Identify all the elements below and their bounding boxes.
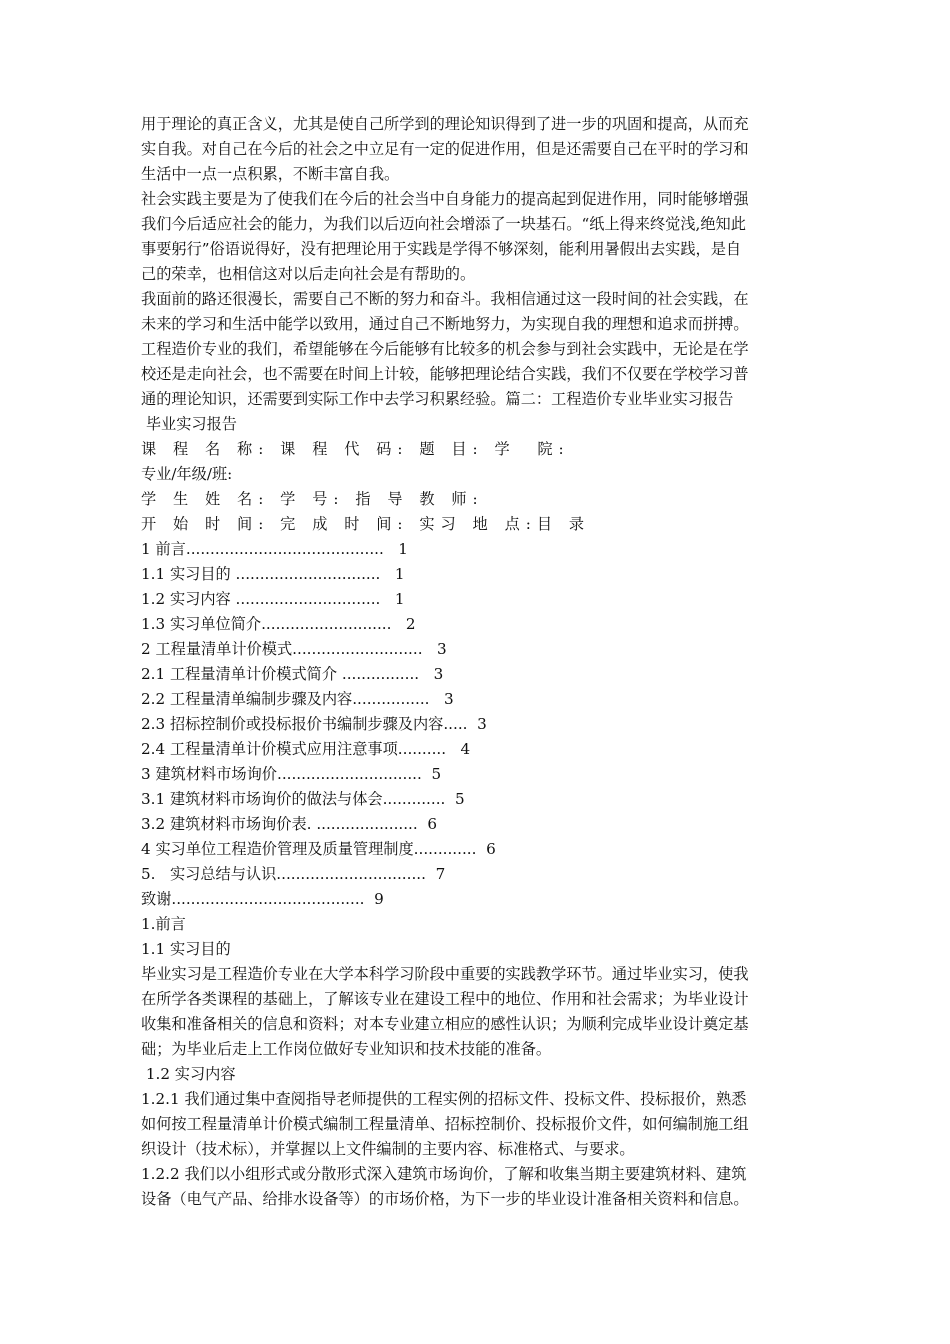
- toc-entry: 5. 实习总结与认识............................... 7: [141, 865, 446, 883]
- toc-entry: 致谢........................................ 9: [141, 890, 384, 908]
- text-line: 事要躬行”俗语说得好，没有把理论用于实践是学得不够深刻，能利用暑假出去实践，是自: [141, 240, 742, 258]
- form-field-line: 课 程 名 称: 课 程 代 码: 题 目: 学 院:: [141, 440, 570, 458]
- text-line: 收集和准备相关的信息和资料；对本专业建立相应的感性认识；为顺利完成毕业设计奠定基: [141, 1015, 749, 1033]
- toc-entry: 2.1 工程量清单计价模式简介 ................ 3: [141, 665, 444, 683]
- report-title: 毕业实习报告: [141, 415, 237, 433]
- text-line: 我面前的路还很漫长，需要自己不断的努力和奋斗。我相信通过这一段时间的社会实践，在: [141, 290, 749, 308]
- text-line: 础；为毕业后走上工作岗位做好专业知识和技术技能的准备。: [141, 1040, 552, 1058]
- text-line: 工程造价专业的我们，希望能够在今后能够有比较多的机会参与到社会实践中，无论是在学: [141, 340, 749, 358]
- text-line: 用于理论的真正含义，尤其是使自己所学到的理论知识得到了进一步的巩固和提高，从而充: [141, 115, 749, 133]
- document-page: [141, 112, 817, 1212]
- text-line: 实自我。对自己在今后的社会之中立足有一定的促进作用，但是还需要自己在平时的学习和: [141, 140, 749, 158]
- toc-entry: 3.2 建筑材料市场询价表. ..................... 6: [141, 815, 438, 833]
- toc-entry: 4 实习单位工程造价管理及质量管理制度............. 6: [141, 840, 496, 858]
- text-line: 在所学各类课程的基础上，了解该专业在建设工程中的地位、作用和社会需求；为毕业设计: [141, 990, 749, 1008]
- text-line: 1.2.1 我们通过集中查阅指导老师提供的工程实例的招标文件、投标文件、投标报价，熟悉: [141, 1090, 747, 1108]
- toc-entry: 2.2 工程量清单编制步骤及内容................ 3: [141, 690, 454, 708]
- text-line: 毕业实习是工程造价专业在大学本科学习阶段中重要的实践教学环节。通过毕业实习，使我: [141, 965, 749, 983]
- text-line: 生活中一点一点积累，不断丰富自我。: [141, 165, 400, 183]
- toc-entry: 1.1 实习目的 .............................. 1: [141, 565, 405, 583]
- text-line: 通的理论知识，还需要到实际工作中去学习积累经验。篇二：工程造价专业毕业实习报告: [141, 390, 734, 408]
- toc-entry: 1.2 实习内容 .............................. 1: [141, 590, 405, 608]
- text-line: 己的荣幸，也相信这对以后走向社会是有帮助的。: [141, 265, 476, 283]
- text-line: 校还是走向社会，也不需要在时间上计较，能够把理论结合实践，我们不仅要在学校学习普: [141, 365, 749, 383]
- form-field-line: 学 生 姓 名: 学 号: 指 导 教 师:: [141, 490, 484, 508]
- text-line: 我们今后适应社会的能力，为我们以后迈向社会增添了一块基石。“纸上得来终觉浅,绝知此: [141, 215, 746, 233]
- toc-entry: 3 建筑材料市场询价.............................. 5: [141, 765, 442, 783]
- form-field-line: 专业/年级/班:: [141, 465, 233, 483]
- text-line: 如何按工程量清单计价模式编制工程量清单、招标控制价、投标报价文件，如何编制施工组: [141, 1115, 749, 1133]
- toc-entry: 2 工程量清单计价模式........................... 3: [141, 640, 447, 658]
- text-line: 社会实践主要是为了使我们在今后的社会当中自身能力的提高起到促进作用，同时能够增强: [141, 190, 749, 208]
- toc-entry: 2.3 招标控制价或投标报价书编制步骤及内容..... 3: [141, 715, 487, 733]
- toc-entry: 2.4 工程量清单计价模式应用注意事项.......... 4: [141, 740, 471, 758]
- text-line: 设备（电气产品、给排水设备等）的市场价格，为下一步的毕业设计准备相关资料和信息。: [141, 1190, 749, 1208]
- text-line: 未来的学习和生活中能学以致用，通过自己不断地努力，为实现自我的理想和追求而拼搏。: [141, 315, 749, 333]
- toc-entry: 1.3 实习单位简介........................... 2: [141, 615, 416, 633]
- toc-entry: 3.1 建筑材料市场询价的做法与体会............. 5: [141, 790, 465, 808]
- section-heading: 1.前言: [141, 915, 186, 933]
- section-heading: 1.1 实习目的: [141, 940, 231, 958]
- form-field-line: 开 始 时 间: 完 成 时 间: 实习 地 点:目 录: [141, 515, 591, 533]
- text-line: 1.2.2 我们以小组形式或分散形式深入建筑市场询价，了解和收集当期主要建筑材料、建筑: [141, 1165, 747, 1183]
- toc-entry: 1 前言......................................... 1: [141, 540, 408, 558]
- text-line: 织设计（技术标），并掌握以上文件编制的主要内容、标准格式、与要求。: [141, 1140, 635, 1158]
- section-heading: 1.2 实习内容: [141, 1065, 236, 1083]
